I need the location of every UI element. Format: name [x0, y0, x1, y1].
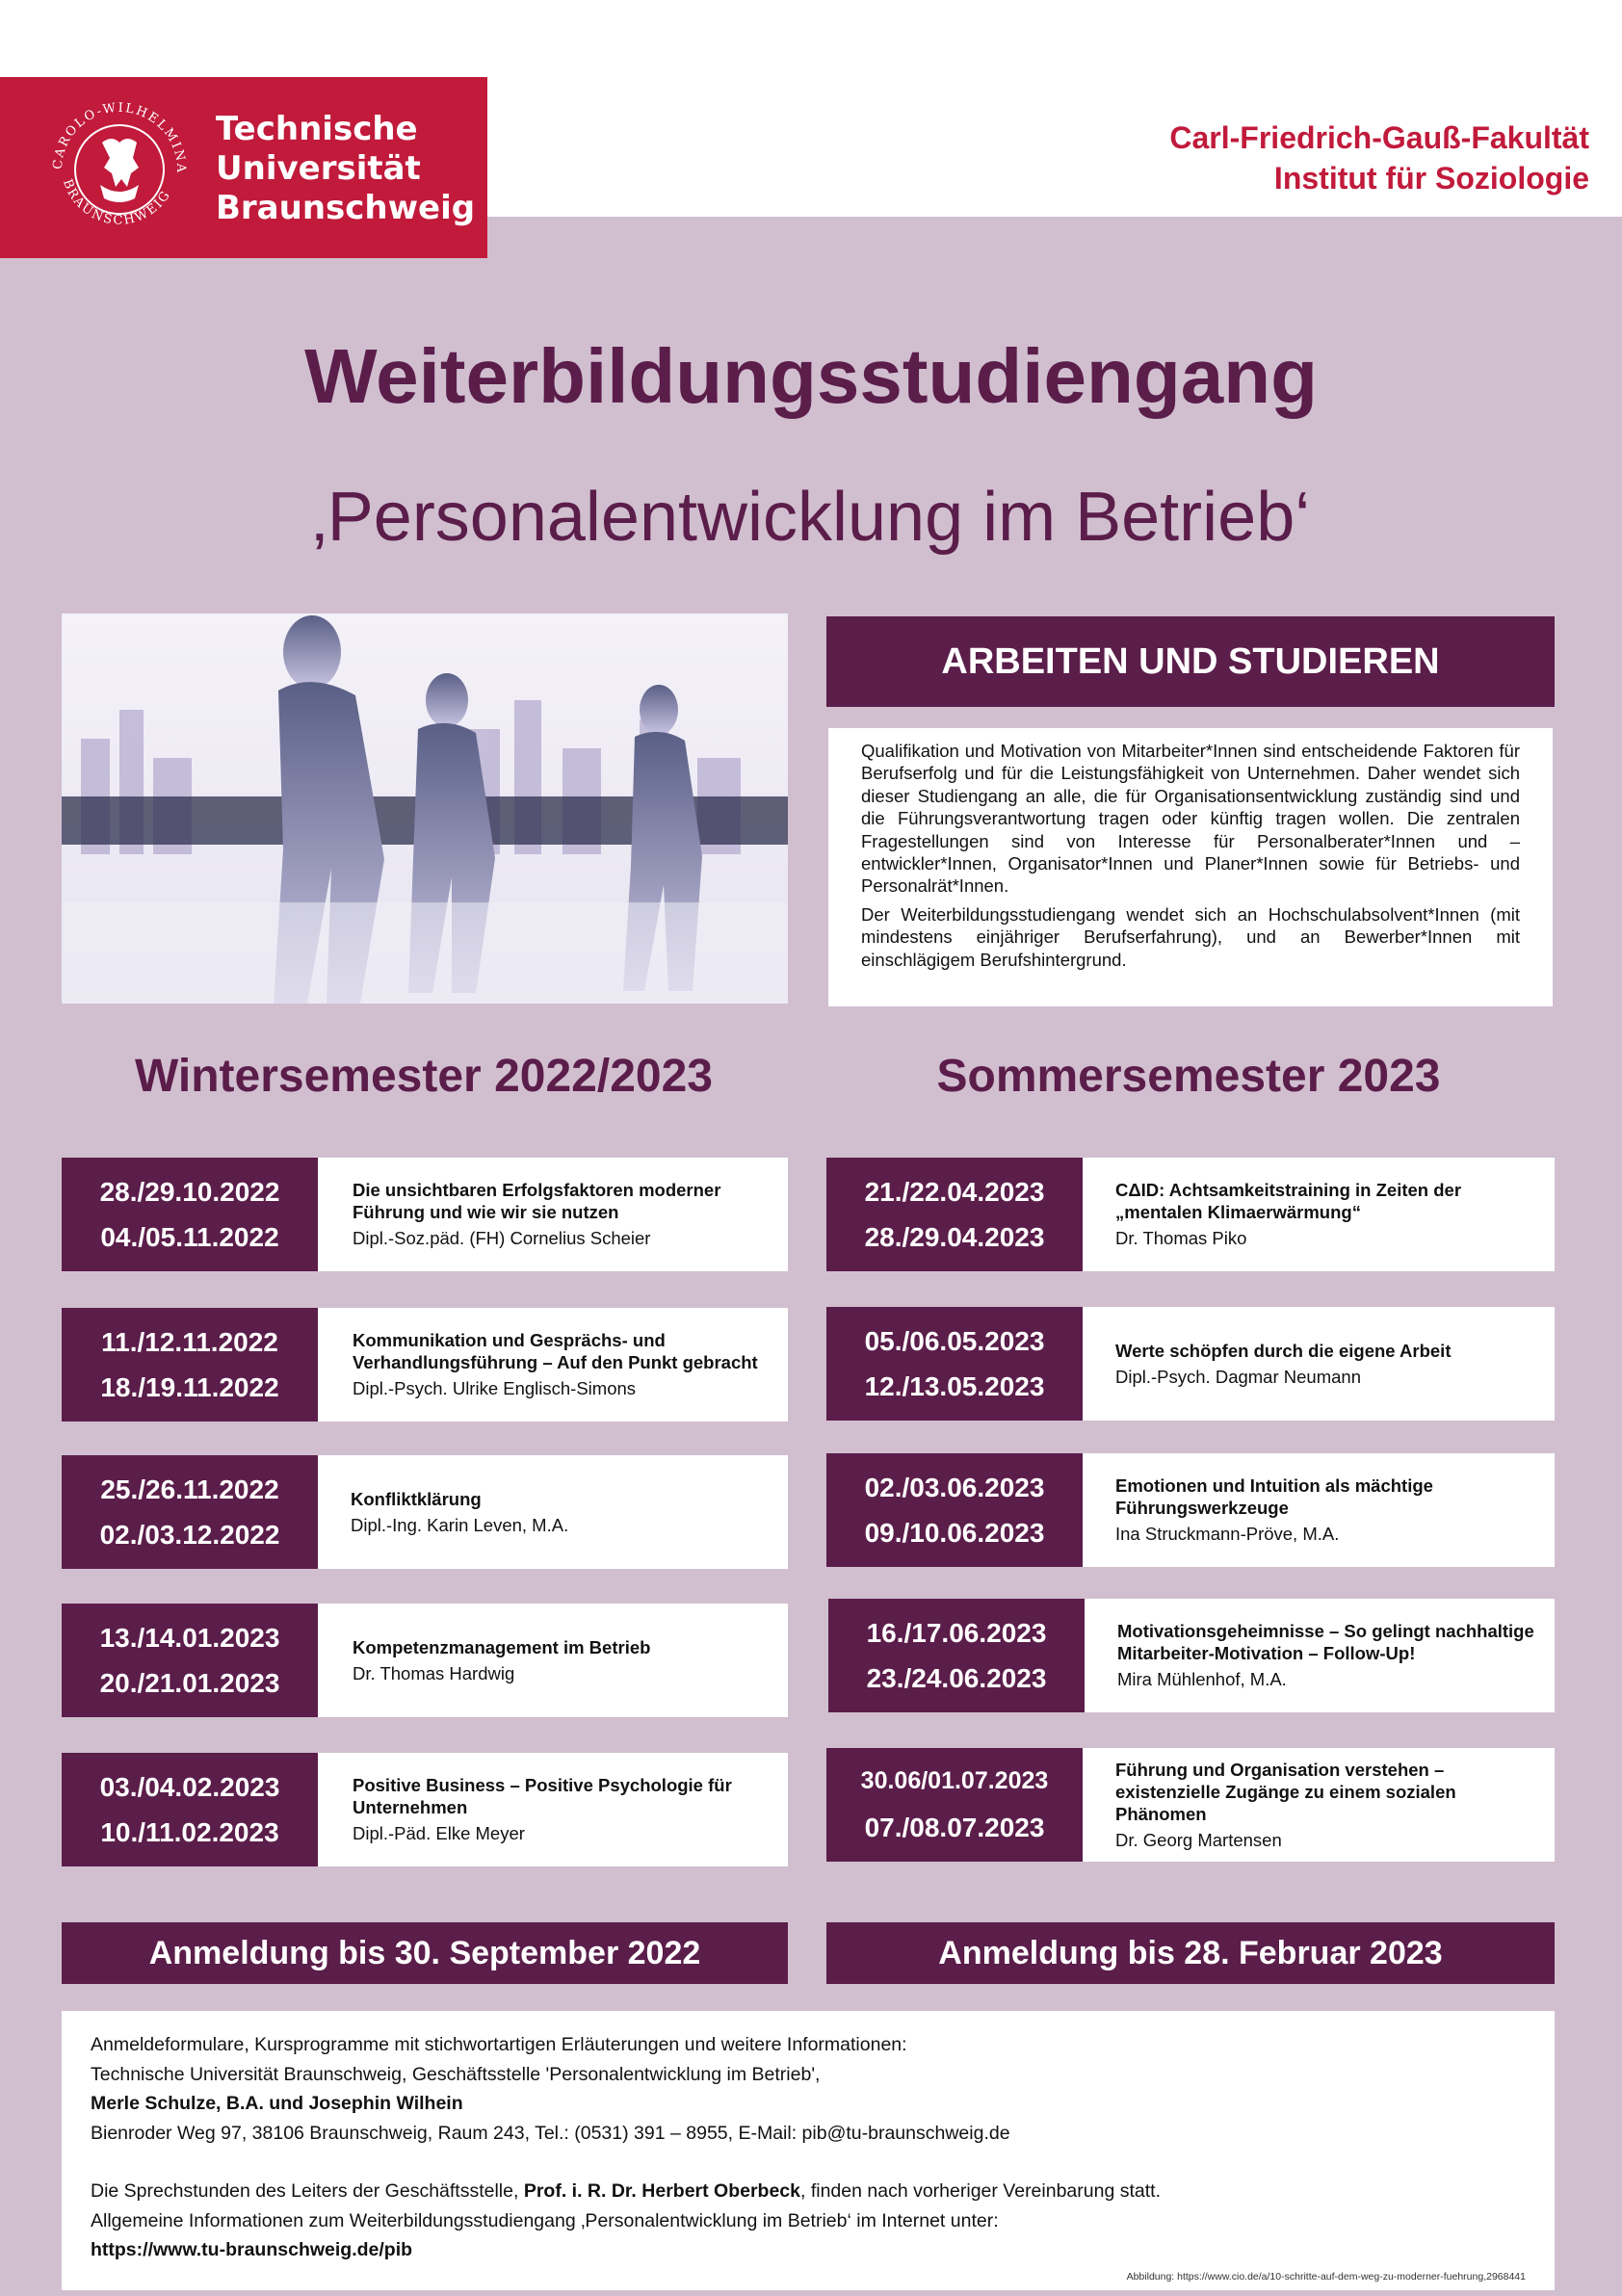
course-date-1: 11./12.11.2022: [101, 1327, 278, 1357]
course-speaker: Dr. Georg Martensen: [1115, 1829, 1282, 1850]
course-card: [826, 1307, 1555, 1421]
course-date-1: 02./03.06.2023: [864, 1473, 1045, 1502]
course-dates: [826, 1748, 1083, 1862]
image-credit: Abbildung: https://www.cio.de/a/10-schritte-auf-dem-weg-zu-moderner-fuehrung,2968441: [1126, 2271, 1526, 2283]
course-speaker: Dipl.-Psych. Dagmar Neumann: [1115, 1366, 1361, 1387]
course-speaker: Dr. Thomas Hardwig: [353, 1662, 515, 1683]
course-dates: [826, 1307, 1083, 1421]
course-date-1: 21./22.04.2023: [864, 1177, 1045, 1207]
logo-line-3: Braunschweig: [216, 189, 476, 227]
summer-semester-heading: Sommersemester 2023: [936, 1051, 1441, 1102]
course-dates: [62, 1455, 318, 1569]
course-date-1: 05./06.05.2023: [864, 1326, 1045, 1356]
contact-names: Merle Schulze, B.A. und Josephin Wilhein: [91, 2093, 463, 2114]
office-head-name: Prof. i. R. Dr. Herbert Oberbeck: [523, 2180, 800, 2202]
course-speaker: Dipl.-Päd. Elke Meyer: [353, 1823, 525, 1843]
info-line-2: Technische Universität Braunschweig, Geschäftsstelle 'Personalentwicklung im Betrieb',: [91, 2063, 821, 2085]
hero-image: [62, 613, 788, 1004]
intro-paragraph-1: Qualifikation und Motivation von Mitarbeiter*Innen sind entscheidende Faktoren für Berufserfolg und für die Leistungsfähigkeit von Unternehmen. Daher wendet sich dieser Studiengang an alle, die für Organisationsentwicklung zuständig sind und die Führungsverantwortung tragen oder künftig tragen wollen. Die zentralen Fragestellungen sind von Interesse für Personalberater*Innen und –entwickler*Innen, Organisator*Innen und Planer*Innen sowie für Betriebs- und Personalrät*Innen.: [861, 741, 1520, 897]
summer-registration-deadline: Anmeldung bis 28. Februar 2023: [826, 1922, 1555, 1984]
course-card: [826, 1453, 1555, 1567]
intro-heading: ARBEITEN UND STUDIEREN: [826, 616, 1555, 707]
course-date-2: 12./13.05.2023: [864, 1371, 1045, 1401]
course-dates: [62, 1753, 318, 1866]
course-speaker: Dipl.-Ing. Karin Leven, M.A.: [351, 1514, 569, 1535]
course-title: Kompetenzmanagement im Betrieb: [353, 1636, 651, 1657]
course-card: [828, 1599, 1555, 1712]
course-date-1: 25./26.11.2022: [100, 1474, 279, 1504]
course-card: [62, 1158, 788, 1271]
course-speaker: Dr. Thomas Piko: [1115, 1228, 1247, 1248]
course-title: Konfliktklärung: [351, 1488, 482, 1509]
office-hours-text-end: , finden nach vorheriger Vereinbarung statt.: [800, 2180, 1161, 2202]
institute-name: Institut für Soziologie: [1273, 161, 1589, 196]
course-date-1: 16./17.06.2023: [866, 1618, 1047, 1648]
tu-logo[interactable]: [0, 77, 487, 258]
course-title: Motivationsgeheimnisse – So gelingt nachhaltige Mitarbeiter-Motivation – Follow-Up!: [1117, 1621, 1534, 1663]
course-card: [62, 1308, 788, 1422]
seal-text-top: CAROLO-WILHELMINA: [50, 100, 189, 175]
course-title: CΔID: Achtsamkeitstraining in Zeiten der „mentalen Klimaerwärmung“: [1115, 1180, 1462, 1222]
seal-text-bottom: BRAUNSCHWEIG: [59, 177, 174, 228]
course-title: Kommunikation und Gesprächs- und Verhandlungsführung – Auf den Punkt gebracht: [353, 1330, 758, 1372]
course-title: Positive Business – Positive Psychologie für Unternehmen: [353, 1775, 732, 1817]
faculty-header: [1169, 117, 1589, 198]
course-date-1: 13./14.01.2023: [99, 1623, 280, 1653]
course-date-2: 20./21.01.2023: [99, 1668, 280, 1698]
logo-line-1: Technische: [216, 110, 418, 148]
info-line-1: Anmeldeformulare, Kursprogramme mit stichwortartigen Erläuterungen und weitere Informationen:: [91, 2034, 907, 2055]
course-card: [62, 1604, 788, 1717]
course-title: Führung und Organisation verstehen – existenzielle Zugänge zu einem sozialen Phänomen: [1115, 1759, 1456, 1824]
course-title: Werte schöpfen durch die eigene Arbeit: [1115, 1340, 1452, 1361]
web-info-line: Allgemeine Informationen zum Weiterbildungsstudiengang ‚Personalentwicklung im Betrieb‘ im Internet unter:: [91, 2209, 999, 2231]
faculty-name: Carl-Friedrich-Gauß-Fakultät: [1169, 120, 1589, 155]
office-hours-text: Die Sprechstunden des Leiters der Geschäftsstelle,: [91, 2180, 524, 2202]
course-speaker: Dipl.-Psych. Ulrike Englisch-Simons: [353, 1378, 637, 1398]
course-dates: [62, 1308, 318, 1422]
course-dates: [828, 1599, 1085, 1712]
course-date-1: 28./29.10.2022: [99, 1177, 280, 1207]
university-seal-icon: [42, 92, 196, 247]
course-date-1: 30.06/01.07.2023: [860, 1767, 1049, 1794]
course-dates: [826, 1158, 1083, 1271]
winter-registration-deadline: Anmeldung bis 30. September 2022: [62, 1922, 788, 1984]
contact-info-box: [62, 2011, 1555, 2290]
course-date-2: 18./19.11.2022: [100, 1372, 279, 1402]
website-link[interactable]: https://www.tu-braunschweig.de/pib: [91, 2239, 413, 2260]
course-title: Emotionen und Intuition als mächtige Führungswerkzeuge: [1115, 1475, 1433, 1518]
course-dates: [62, 1158, 318, 1271]
course-date-2: 10./11.02.2023: [100, 1817, 279, 1847]
intro-text-box: [828, 728, 1553, 1006]
course-dates: [62, 1604, 318, 1717]
course-card: [62, 1455, 788, 1569]
contact-address: Bienroder Weg 97, 38106 Braunschweig, Raum 243, Tel.: (0531) 391 – 8955, E-Mail: pib@tu-braunschweig.de: [91, 2122, 1010, 2144]
course-speaker: Mira Mühlenhof, M.A.: [1117, 1669, 1287, 1689]
logo-line-2: Universität: [216, 149, 421, 188]
logo-wordmark: [216, 110, 475, 228]
course-date-2: 02./03.12.2022: [99, 1520, 280, 1550]
course-date-1: 03./04.02.2023: [99, 1772, 280, 1802]
course-speaker: Ina Struckmann-Pröve, M.A.: [1115, 1524, 1340, 1544]
course-card: [826, 1748, 1555, 1862]
course-date-2: 07./08.07.2023: [864, 1813, 1045, 1842]
course-date-2: 04./05.11.2022: [100, 1222, 279, 1252]
course-date-2: 23./24.06.2023: [866, 1663, 1047, 1693]
intro-paragraph-2: Der Weiterbildungsstudiengang wendet sich an Hochschulabsolvent*Innen (mit mindestens einjähriger Berufserfahrung), und an Bewerber*Innen mit einschlägigem Berufshintergrund.: [861, 903, 1520, 970]
course-dates: [826, 1453, 1083, 1567]
office-hours-line: [91, 2177, 1526, 2206]
course-date-2: 09./10.06.2023: [864, 1518, 1045, 1548]
course-speaker: Dipl.-Soz.päd. (FH) Cornelius Scheier: [353, 1228, 651, 1248]
page-subtitle: ‚Personalentwicklung im Betrieb‘: [311, 479, 1311, 556]
course-card: [826, 1158, 1555, 1271]
page-title: Weiterbildungsstudiengang: [304, 333, 1318, 419]
course-date-2: 28./29.04.2023: [864, 1222, 1045, 1252]
winter-semester-heading: Wintersemester 2022/2023: [135, 1051, 713, 1102]
course-card: [62, 1753, 788, 1866]
course-title: Die unsichtbaren Erfolgsfaktoren moderner Führung und wie wir sie nutzen: [353, 1180, 721, 1222]
